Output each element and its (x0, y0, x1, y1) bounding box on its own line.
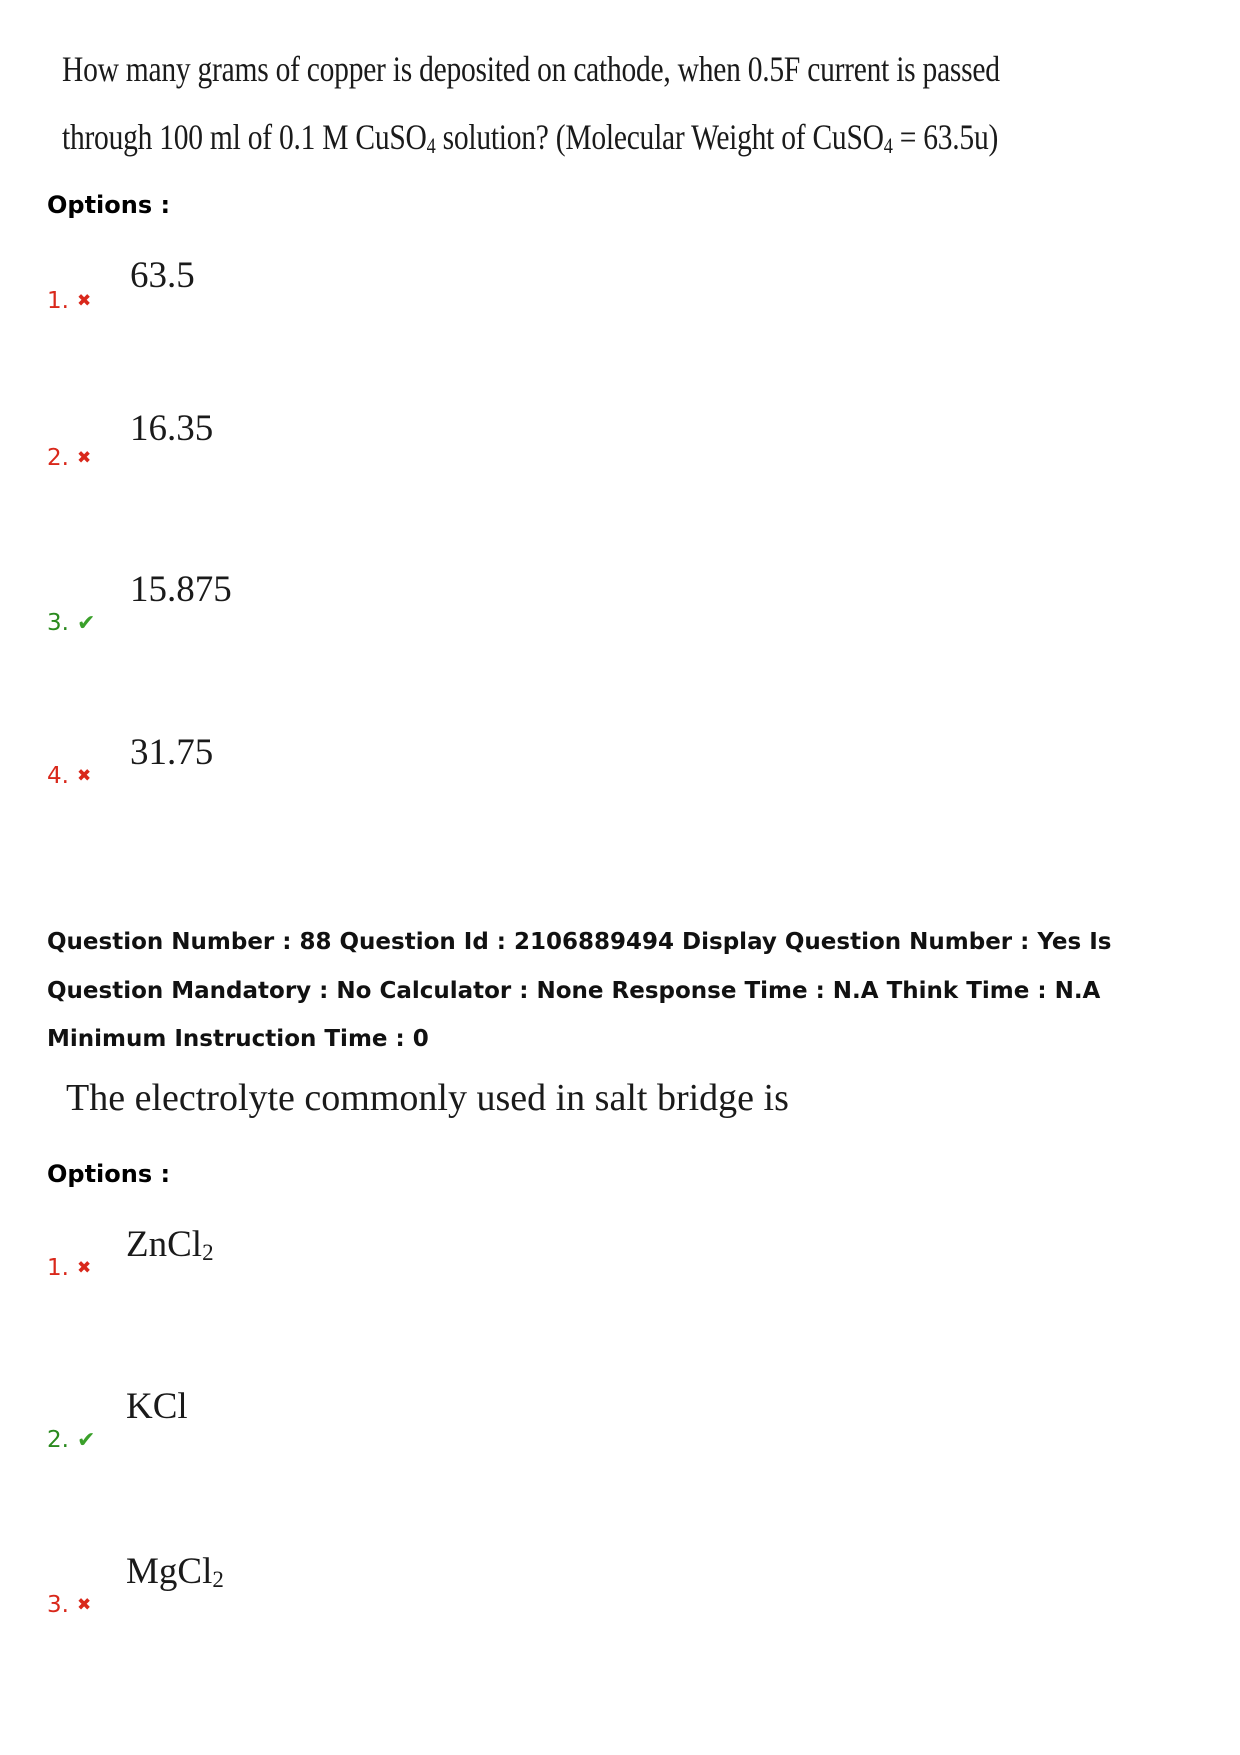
check-icon: ✔ (76, 611, 96, 636)
option-number-label: 1. (47, 1255, 69, 1281)
question-text: How many grams of copper is deposited on cathode, when 0.5F current is passed (62, 49, 1000, 89)
cross-icon: ✖ (76, 1595, 92, 1615)
subscript: 4 (426, 133, 436, 159)
question-metadata: Question Number : 88 Question Id : 2106889494 Display Question Number : Yes Is Question Mandatory : No Calculator : None Response Time : N.A Think Time : N.A Minimum Instruction Time : 0 (47, 929, 1112, 1052)
option-number (47, 1255, 91, 1281)
option-value: 16.35 (130, 408, 214, 449)
question-text-part: solution? (Molecular Weight of CuSO (435, 117, 884, 157)
options-label: Options : (47, 1160, 171, 1188)
question-text-line-2 (62, 116, 998, 158)
option-number (47, 445, 91, 471)
cross-icon: ✖ (76, 448, 92, 468)
option-value: 15.875 (130, 569, 232, 610)
question-text-part: = 63.5u) (892, 117, 999, 157)
options-label: Options : (47, 191, 171, 219)
option-number-label: 4. (47, 763, 69, 789)
option-value-main: ZnCl (126, 1224, 203, 1265)
cross-icon: ✖ (76, 766, 92, 786)
option-number (47, 1592, 91, 1618)
option-value: 31.75 (130, 732, 214, 773)
option-number-label: 3. (47, 1592, 69, 1618)
option-value (126, 1223, 214, 1266)
option-number-label: 2. (47, 445, 69, 471)
subscript: 2 (212, 1567, 224, 1593)
question-text: The electrolyte commonly used in salt bridge is (66, 1077, 789, 1119)
subscript: 4 (883, 133, 893, 159)
option-number-label: 2. (47, 1427, 69, 1453)
option-value (126, 1550, 224, 1593)
option-number-label: 1. (47, 288, 69, 314)
option-value: 63.5 (130, 255, 195, 296)
option-number (47, 763, 91, 789)
option-number (47, 610, 95, 636)
option-number (47, 288, 91, 314)
question-text-line-1 (62, 48, 1000, 90)
option-value-main: MgCl (126, 1551, 213, 1592)
option-number (47, 1427, 95, 1453)
cross-icon: ✖ (76, 291, 92, 311)
question-text-part: through 100 ml of 0.1 M CuSO (62, 117, 427, 157)
option-number-label: 3. (47, 610, 69, 636)
cross-icon: ✖ (76, 1258, 92, 1278)
subscript: 2 (202, 1240, 214, 1266)
option-value-main: KCl (126, 1386, 188, 1427)
check-icon: ✔ (76, 1428, 96, 1453)
option-value (126, 1385, 188, 1428)
